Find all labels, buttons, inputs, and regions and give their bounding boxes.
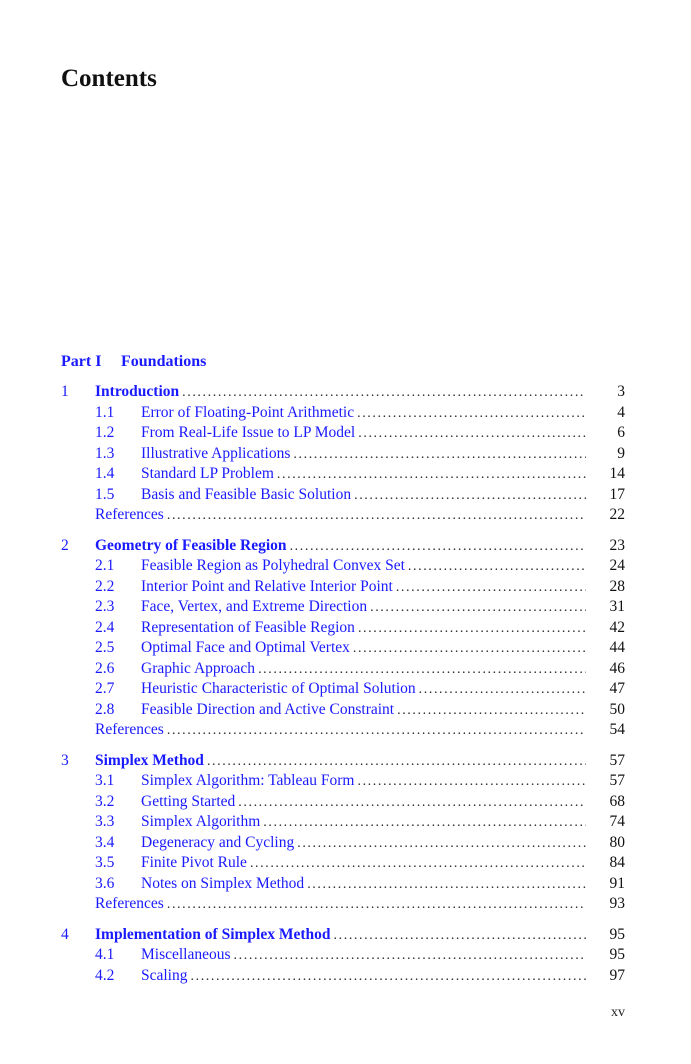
toc-section-title[interactable]: Miscellaneous — [141, 946, 231, 963]
toc-section-number: 3.4 — [95, 833, 115, 851]
toc-chapter-entry — [95, 382, 586, 404]
toc-section-entry — [141, 444, 586, 466]
toc-section[interactable] — [61, 771, 625, 792]
toc-section-entry — [141, 485, 586, 507]
toc-section-entry — [141, 403, 586, 425]
toc-section-number: 3.5 — [95, 854, 115, 871]
toc-section-entry — [141, 874, 586, 896]
toc-chapter[interactable] — [61, 382, 625, 403]
toc-section[interactable] — [61, 597, 625, 618]
dot-leader — [396, 578, 586, 599]
toc-section-entry — [141, 597, 586, 619]
dot-leader — [307, 875, 586, 896]
toc-section-page: 57 — [609, 772, 625, 789]
toc-section-page: 46 — [609, 659, 625, 677]
toc-chapter-title[interactable]: Geometry of Feasible Region — [95, 536, 287, 554]
toc-references-title[interactable]: References — [95, 506, 164, 523]
toc-chapter[interactable] — [61, 925, 625, 946]
toc-references[interactable] — [61, 505, 625, 526]
toc-chapter-page: 3 — [617, 383, 625, 400]
toc-section-title[interactable]: Heuristic Characteristic of Optimal Solution — [141, 680, 416, 697]
toc-chapter[interactable] — [61, 751, 625, 772]
toc-section-title[interactable]: Error of Floating-Point Arithmetic — [141, 403, 355, 421]
dot-leader — [191, 967, 587, 988]
toc-section-entry — [141, 577, 586, 599]
dot-leader — [250, 854, 586, 875]
toc-chapter-page: 95 — [609, 925, 625, 943]
toc-section-entry — [141, 853, 586, 875]
toc-section-number: 1.2 — [95, 424, 115, 441]
toc-section-page: 68 — [609, 792, 625, 810]
toc-section-title[interactable]: Illustrative Applications — [141, 444, 291, 462]
toc-section-page: 95 — [609, 946, 625, 963]
dot-leader — [207, 752, 586, 773]
toc-section-title[interactable]: Finite Pivot Rule — [141, 854, 247, 871]
toc-section-number: 1.4 — [95, 465, 115, 482]
toc-section-entry — [141, 833, 586, 855]
toc-section-number: 2.7 — [95, 680, 115, 697]
toc-section-title[interactable]: Standard LP Problem — [141, 465, 274, 482]
toc-section-title[interactable]: Simplex Algorithm: Tableau Form — [141, 772, 355, 789]
toc-section-entry — [141, 659, 586, 681]
toc-section-number: 2.6 — [95, 659, 115, 677]
toc-section-entry — [141, 700, 586, 722]
dot-leader — [357, 772, 586, 793]
toc-chapter[interactable] — [61, 536, 625, 557]
toc-section-number: 2.3 — [95, 598, 115, 615]
toc-section-entry — [141, 464, 586, 486]
chapter-gap — [61, 915, 625, 925]
toc-section[interactable] — [61, 966, 625, 987]
toc-section-page: 6 — [617, 424, 625, 441]
toc-chapter-number: 3 — [61, 751, 69, 769]
toc-section-title[interactable]: Graphic Approach — [141, 659, 256, 677]
toc-chapter-entry — [95, 751, 586, 773]
toc-references[interactable] — [61, 894, 625, 915]
toc-chapter-number: 2 — [61, 536, 69, 554]
toc-section-page: 47 — [609, 680, 625, 697]
dot-leader — [238, 793, 586, 814]
toc-references-page: 93 — [609, 895, 625, 912]
toc-section-entry — [141, 423, 586, 445]
toc-section-number: 1.1 — [95, 403, 115, 421]
toc-chapter-title[interactable]: Simplex Method — [95, 751, 204, 769]
toc-section-title[interactable]: Optimal Face and Optimal Vertex — [141, 639, 350, 656]
toc-section-number: 4.1 — [95, 946, 115, 963]
toc-section-number: 1.3 — [95, 444, 115, 462]
dot-leader — [358, 619, 586, 640]
toc-section[interactable] — [61, 638, 625, 659]
toc-references-title[interactable]: References — [95, 895, 164, 912]
toc-section-page: 91 — [609, 874, 625, 892]
part-number: Part I — [61, 353, 102, 370]
toc-section[interactable] — [61, 464, 625, 485]
dot-leader — [277, 465, 586, 486]
toc-section[interactable] — [61, 403, 625, 424]
dot-leader — [397, 701, 586, 722]
dot-leader — [290, 537, 586, 558]
toc-section-entry — [141, 945, 586, 967]
toc-section-entry — [141, 966, 586, 988]
dot-leader — [167, 895, 586, 916]
toc-references-page: 54 — [609, 721, 625, 738]
toc-section-page: 97 — [609, 966, 625, 984]
toc-section-number: 3.2 — [95, 792, 115, 810]
toc-chapter-title[interactable]: Introduction — [95, 383, 180, 400]
dot-leader — [167, 506, 586, 527]
toc-section[interactable] — [61, 812, 625, 833]
toc-references-title[interactable]: References — [95, 721, 164, 738]
dot-leader — [419, 680, 586, 701]
toc-section-title[interactable]: Feasible Direction and Active Constraint — [141, 700, 395, 718]
dot-leader — [408, 557, 586, 578]
dot-leader — [357, 404, 586, 425]
toc-chapter-entry — [95, 536, 586, 558]
toc-section-title[interactable]: Feasible Region as Polyhedral Convex Set — [141, 557, 405, 574]
dot-leader — [234, 946, 586, 967]
toc-section-title[interactable]: Representation of Feasible Region — [141, 618, 355, 636]
toc-section-number: 3.6 — [95, 874, 115, 892]
toc-section-title[interactable]: Basis and Feasible Basic Solution — [141, 485, 352, 503]
toc-chapter-number: 4 — [61, 925, 69, 943]
toc-references-entry — [95, 894, 586, 916]
toc-section-title[interactable]: Scaling — [141, 966, 188, 984]
dot-leader — [354, 486, 586, 507]
dot-leader — [353, 639, 586, 660]
toc-section-page: 44 — [609, 639, 625, 656]
toc-section-entry — [141, 792, 586, 814]
toc-section-page: 74 — [609, 813, 625, 830]
toc-section[interactable] — [61, 700, 625, 721]
toc-section[interactable] — [61, 679, 625, 700]
toc-section-page: 84 — [609, 854, 625, 871]
toc-chapter-page: 23 — [609, 536, 625, 554]
toc-section-title[interactable]: Simplex Algorithm — [141, 813, 261, 830]
page-title: Contents — [61, 65, 157, 92]
toc-section[interactable] — [61, 444, 625, 465]
toc-section[interactable] — [61, 792, 625, 813]
toc-chapter-page: 57 — [609, 751, 625, 769]
dot-leader — [297, 834, 586, 855]
toc-section-title[interactable]: Face, Vertex, and Extreme Direction — [141, 598, 368, 615]
toc-section[interactable] — [61, 833, 625, 854]
dot-leader — [167, 721, 586, 742]
toc-references-entry — [95, 720, 586, 742]
toc-section-number: 2.1 — [95, 557, 115, 574]
toc-references-entry — [95, 505, 586, 527]
toc-section-number: 2.8 — [95, 700, 115, 718]
dot-leader — [358, 424, 586, 445]
toc-section-title[interactable]: Degeneracy and Cycling — [141, 833, 295, 851]
toc-section-page: 24 — [609, 557, 625, 574]
toc-section-entry — [141, 679, 586, 701]
dot-leader — [293, 445, 586, 466]
toc-section-page: 14 — [609, 465, 625, 482]
toc-chapter-number: 1 — [61, 383, 69, 400]
dot-leader — [334, 926, 586, 947]
toc-section-entry — [141, 556, 586, 578]
toc-chapter-title[interactable]: Implementation of Simplex Method — [95, 925, 331, 943]
toc-section-page: 4 — [617, 403, 625, 421]
toc-section-title[interactable]: Notes on Simplex Method — [141, 874, 305, 892]
toc-references-page: 22 — [609, 506, 625, 523]
page-number: xv — [611, 1005, 625, 1020]
toc-section-entry — [141, 618, 586, 640]
toc-section-number: 3.1 — [95, 772, 115, 789]
dot-leader — [182, 383, 586, 404]
toc-section-number: 4.2 — [95, 966, 115, 984]
toc-section[interactable] — [61, 485, 625, 506]
part-title: Foundations — [121, 353, 207, 370]
toc-section-page: 28 — [609, 577, 625, 595]
toc-section-page: 17 — [609, 485, 625, 503]
chapter-gap — [61, 526, 625, 536]
chapter-gap — [61, 741, 625, 751]
toc-section-page: 42 — [609, 618, 625, 636]
toc-section-number: 2.2 — [95, 577, 115, 595]
toc-section[interactable] — [61, 577, 625, 598]
toc-section-page: 50 — [609, 700, 625, 718]
toc-section-page: 9 — [617, 444, 625, 462]
toc-section-title[interactable]: From Real-Life Issue to LP Model — [141, 424, 356, 441]
toc-chapter-entry — [95, 925, 586, 947]
toc-section[interactable] — [61, 874, 625, 895]
toc-section[interactable] — [61, 853, 625, 874]
toc-section-entry — [141, 638, 586, 660]
toc-section[interactable] — [61, 423, 625, 444]
dot-leader — [263, 813, 586, 834]
dot-leader — [370, 598, 586, 619]
toc-section-title[interactable]: Getting Started — [141, 792, 236, 810]
toc-section[interactable] — [61, 618, 625, 639]
toc-section-entry — [141, 771, 586, 793]
toc-section-number: 2.4 — [95, 618, 115, 636]
toc-section-number: 1.5 — [95, 485, 115, 503]
toc-section-title[interactable]: Interior Point and Relative Interior Point — [141, 577, 393, 595]
toc-section[interactable] — [61, 659, 625, 680]
toc-section-page: 31 — [609, 598, 625, 615]
toc-section-page: 80 — [609, 833, 625, 851]
toc-section-entry — [141, 812, 586, 834]
toc-section-number: 2.5 — [95, 639, 115, 656]
toc-references[interactable] — [61, 720, 625, 741]
toc-section[interactable] — [61, 556, 625, 577]
toc-section[interactable] — [61, 945, 625, 966]
toc-section-number: 3.3 — [95, 813, 115, 830]
dot-leader — [258, 660, 586, 681]
table-of-contents — [61, 382, 625, 986]
part-heading[interactable] — [61, 352, 206, 372]
